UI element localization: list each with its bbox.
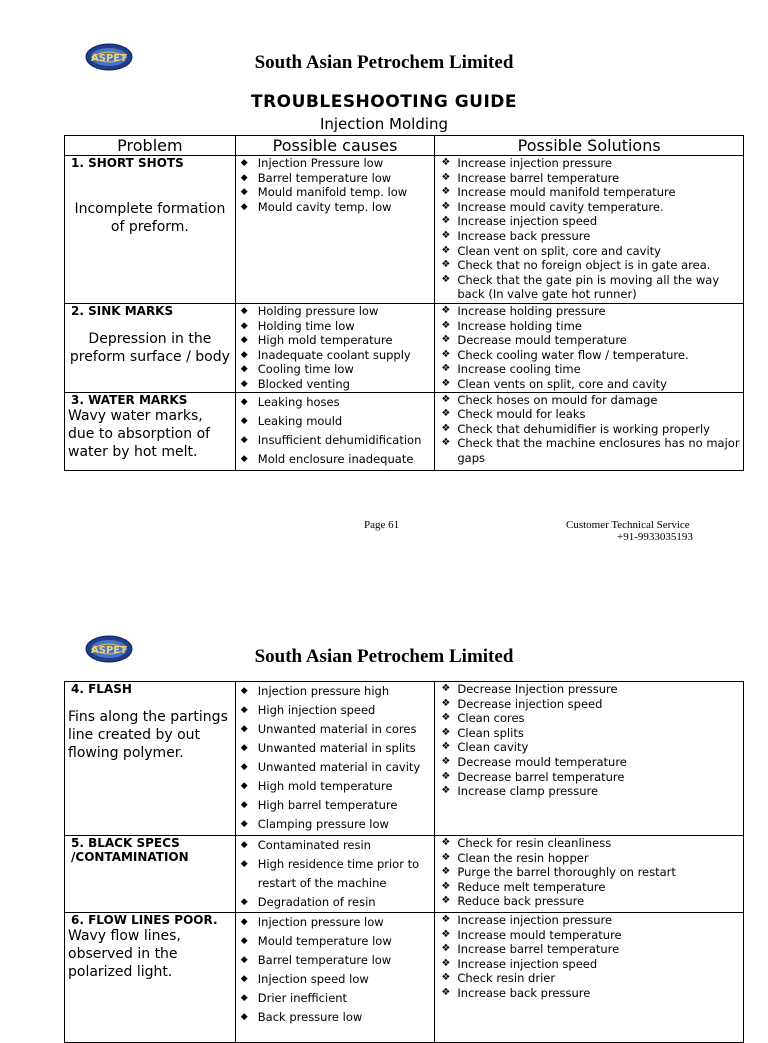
list-item: ❖ Increase mould cavity temperature.	[438, 200, 740, 215]
list-item: ❖ Check hoses on mould for damage	[438, 393, 740, 408]
table-row	[65, 836, 744, 913]
list-item: ❖ Decrease barrel temperature	[438, 770, 740, 785]
causes-list	[239, 682, 432, 834]
list-item: ❖ Decrease mould temperature	[438, 755, 740, 770]
solutions-cell	[435, 682, 744, 836]
table-row	[65, 304, 744, 393]
list-item: ❖ Reduce melt temperature	[438, 880, 740, 895]
solutions-cell	[435, 156, 744, 304]
list-item: ◆ Barrel temperature low	[239, 951, 432, 970]
list-item: ◆ High residence time prior to restart of the machine	[239, 855, 432, 893]
problem-title: 5. BLACK SPECS /CONTAMINATION	[71, 836, 189, 864]
solutions-cell	[435, 304, 744, 393]
list-item: ❖ Clean cavity	[438, 740, 740, 755]
problem-cell	[65, 836, 236, 913]
list-item: ◆ Cooling time low	[239, 362, 432, 377]
causes-list	[239, 836, 432, 912]
list-item: ❖ Increase cooling time	[438, 362, 740, 377]
list-item: ◆ Injection Pressure low	[239, 156, 432, 171]
problem-description: Wavy flow lines, observed in the polarized light.	[68, 928, 181, 980]
causes-cell	[235, 836, 435, 913]
list-item: ❖ Clean vents on split, core and cavity	[438, 377, 740, 392]
causes-list	[239, 913, 432, 1027]
solutions-cell	[435, 836, 744, 913]
list-item: ◆ Back pressure low	[239, 1008, 432, 1027]
list-item: ❖ Increase mould temperature	[438, 928, 740, 943]
list-item: ◆ Mold enclosure inadequate	[239, 450, 432, 469]
list-item: ◆ Holding time low	[239, 319, 432, 334]
list-item: ◆ Injection pressure high	[239, 682, 432, 701]
list-item: ◆ Degradation of resin	[239, 893, 432, 912]
problem-cell	[65, 913, 236, 1043]
header-solutions: Possible Solutions	[435, 136, 744, 156]
list-item: ◆ Holding pressure low	[239, 304, 432, 319]
list-item: ❖ Decrease injection speed	[438, 697, 740, 712]
list-item: ◆ Barrel temperature low	[239, 171, 432, 186]
list-item: ❖ Clean splits	[438, 726, 740, 741]
list-item: ❖ Increase injection pressure	[438, 913, 740, 928]
header-problem: Problem	[65, 136, 236, 156]
list-item: ❖ Reduce back pressure	[438, 894, 740, 909]
list-item: ❖ Check that the gate pin is moving all the way back (In valve gate hot runner)	[438, 273, 740, 302]
list-item: ❖ Decrease Injection pressure	[438, 682, 740, 697]
list-item: ◆ Unwanted material in cavity	[239, 758, 432, 777]
list-item: ❖ Increase barrel temperature	[438, 942, 740, 957]
problem-title: 3. WATER MARKS	[71, 392, 188, 407]
list-item: ❖ Increase back pressure	[438, 986, 740, 1001]
problem-title: 4. FLASH	[71, 682, 132, 696]
table-row	[65, 682, 744, 836]
table-row	[65, 913, 744, 1043]
list-item: ❖ Check resin drier	[438, 971, 740, 986]
list-item: ◆ High mold temperature	[239, 777, 432, 796]
list-item: ◆ High barrel temperature	[239, 796, 432, 815]
logo-text: ASPET	[91, 645, 127, 656]
causes-list	[239, 393, 432, 469]
list-item: ◆ Mould temperature low	[239, 932, 432, 951]
list-item: ❖ Increase clamp pressure	[438, 784, 740, 799]
solutions-list	[438, 156, 740, 302]
list-item: ❖ Increase holding pressure	[438, 304, 740, 319]
list-item: ❖ Increase barrel temperature	[438, 171, 740, 186]
solutions-list	[438, 393, 740, 466]
problem-description: Fins along the partings line created by out flowing polymer.	[68, 709, 228, 761]
company-name: South Asian Petrochem Limited	[254, 52, 514, 73]
problem-title: 2. SINK MARKS	[71, 304, 174, 318]
list-item: ❖ Check that dehumidifier is working properly	[438, 422, 740, 437]
list-item: ◆ Insufficient dehumidification	[239, 431, 432, 450]
list-item: ◆ High injection speed	[239, 701, 432, 720]
problem-title: 1. SHORT SHOTS	[71, 156, 184, 170]
list-item: ❖ Increase injection pressure	[438, 156, 740, 171]
causes-cell	[235, 304, 435, 393]
list-item: ◆ Unwanted material in cores	[239, 720, 432, 739]
list-item: ◆ Injection speed low	[239, 970, 432, 989]
table-row	[65, 156, 744, 304]
solutions-list	[438, 836, 740, 909]
logo-text: ASPET	[91, 53, 127, 64]
footer-phone: +91-9933035193	[617, 531, 693, 543]
problem-cell	[65, 392, 236, 470]
list-item: ◆ Drier inefficient	[239, 989, 432, 1008]
guide-subtitle: Injection Molding	[319, 115, 449, 133]
table-header-row	[65, 136, 744, 156]
list-item: ❖ Check that no foreign object is in gate area.	[438, 258, 740, 273]
list-item: ◆ Inadequate coolant supply	[239, 348, 432, 363]
guide-title: TROUBLESHOOTING GUIDE	[250, 92, 518, 112]
troubleshooting-table-1	[64, 135, 744, 471]
list-item: ❖ Increase injection speed	[438, 957, 740, 972]
list-item: ◆ Blocked venting	[239, 377, 432, 392]
causes-list	[239, 156, 432, 214]
causes-cell	[235, 682, 435, 836]
solutions-list	[438, 304, 740, 392]
list-item: ❖ Clean the resin hopper	[438, 851, 740, 866]
solutions-cell	[435, 913, 744, 1043]
list-item: ◆ Leaking hoses	[239, 393, 432, 412]
causes-cell	[235, 156, 435, 304]
company-name: South Asian Petrochem Limited	[254, 646, 514, 667]
problem-description: Incomplete formation of preform.	[74, 201, 226, 235]
list-item: ❖ Check for resin cleanliness	[438, 836, 740, 851]
troubleshooting-table-2	[64, 681, 744, 1043]
problem-cell	[65, 156, 236, 304]
list-item: ❖ Check cooling water flow / temperature.	[438, 348, 740, 363]
list-item: ◆ Mould manifold temp. low	[239, 185, 432, 200]
list-item: ❖ Decrease mould temperature	[438, 333, 740, 348]
problem-cell	[65, 304, 236, 393]
list-item: ❖ Increase injection speed	[438, 214, 740, 229]
list-item: ◆ Unwanted material in splits	[239, 739, 432, 758]
problem-cell	[65, 682, 236, 836]
page-number: Page 61	[364, 519, 400, 531]
list-item: ❖ Check mould for leaks	[438, 407, 740, 422]
list-item: ❖ Increase back pressure	[438, 229, 740, 244]
list-item: ❖ Increase mould manifold temperature	[438, 185, 740, 200]
causes-cell	[235, 392, 435, 470]
table-row	[65, 392, 744, 470]
list-item: ◆ Contaminated resin	[239, 836, 432, 855]
solutions-list	[438, 913, 740, 1001]
list-item: ◆ Clamping pressure low	[239, 815, 432, 834]
problem-title: 6. FLOW LINES POOR.	[71, 913, 218, 927]
problem-description: Depression in the preform surface / body	[69, 331, 230, 365]
header-causes: Possible causes	[235, 136, 435, 156]
list-item: ❖ Clean cores	[438, 711, 740, 726]
solutions-cell	[435, 392, 744, 470]
list-item: ❖ Increase holding time	[438, 319, 740, 334]
causes-cell	[235, 913, 435, 1043]
list-item: ◆ Leaking mould	[239, 412, 432, 431]
solutions-list	[438, 682, 740, 799]
list-item: ◆ Injection pressure low	[239, 913, 432, 932]
list-item: ❖ Clean vent on split, core and cavity	[438, 244, 740, 259]
list-item: ◆ High mold temperature	[239, 333, 432, 348]
problem-description: Wavy water marks, due to absorption of water by hot melt.	[68, 407, 211, 460]
causes-list	[239, 304, 432, 392]
footer-service: Customer Technical Service	[566, 519, 690, 531]
list-item: ❖ Check that the machine enclosures has no major gaps	[438, 436, 740, 465]
list-item: ◆ Mould cavity temp. low	[239, 200, 432, 215]
list-item: ❖ Purge the barrel thoroughly on restart	[438, 865, 740, 880]
